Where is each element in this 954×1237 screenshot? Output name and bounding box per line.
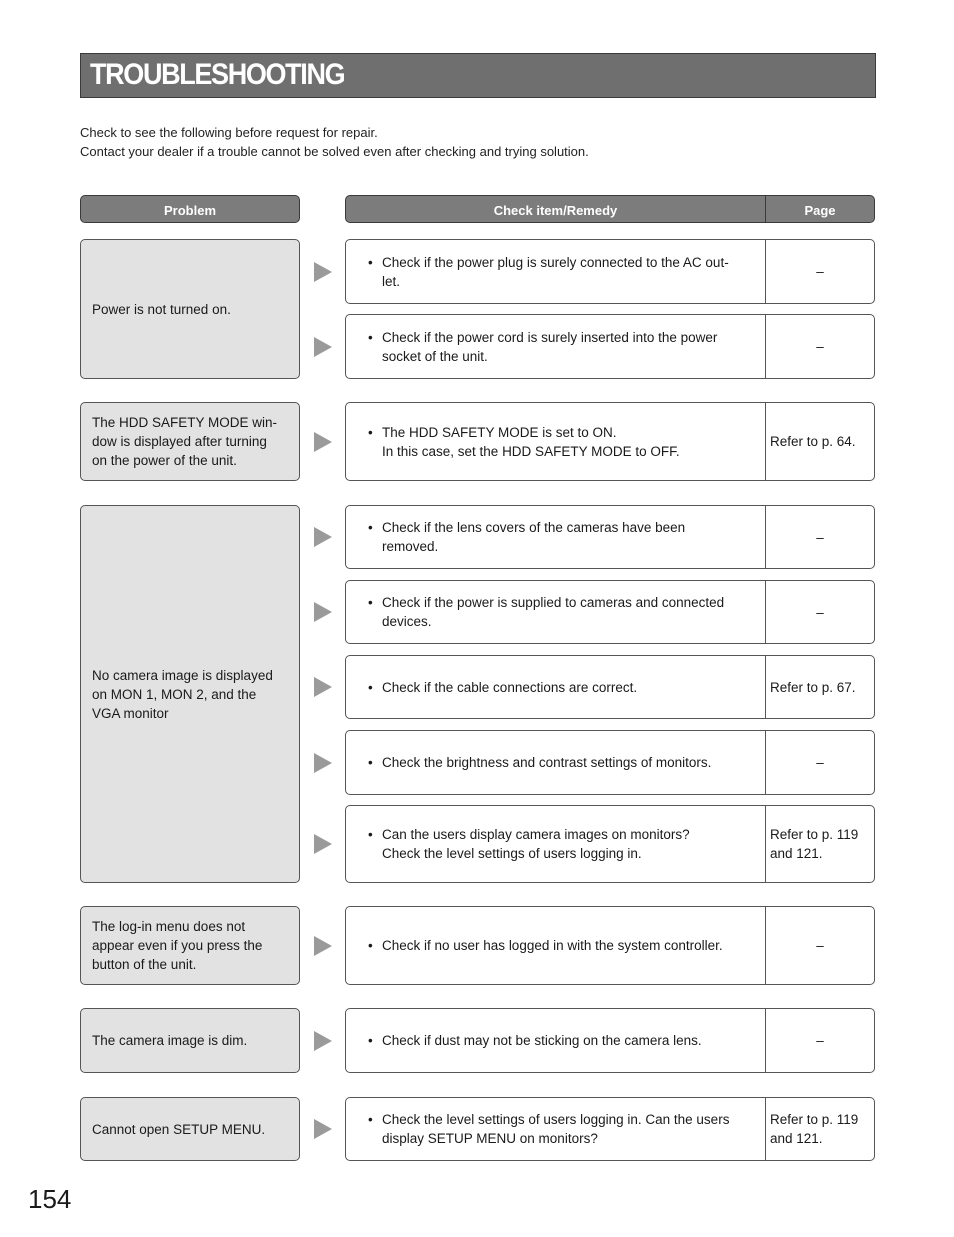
problem-cell	[80, 505, 300, 883]
remedy-line: • Check if dust may not be sticking on the camera lens.	[382, 1033, 702, 1048]
problem-line: on MON 1, MON 2, and the	[92, 686, 257, 702]
page-reference-text	[816, 262, 824, 281]
problem-line: dow is displayed after turning	[92, 434, 267, 449]
page-reference-text	[816, 337, 824, 356]
problem-line: The HDD SAFETY MODE win-	[92, 415, 278, 430]
triangle-arrow-icon	[314, 337, 332, 357]
problem-text	[92, 917, 262, 974]
triangle-arrow-icon	[314, 834, 332, 854]
remedy-bullet-item	[368, 753, 711, 772]
remedy-line: Check the level settings of users logging in.	[382, 846, 642, 861]
remedy-row	[345, 314, 875, 379]
remedy-text	[368, 1098, 748, 1160]
remedy-line: • Check if no user has logged in with the system controller.	[382, 938, 723, 953]
page-reference	[766, 1098, 874, 1160]
page-reference-line: –	[816, 604, 824, 620]
page-reference-text	[770, 1110, 858, 1148]
remedy-row	[345, 580, 875, 644]
page-reference-text	[816, 1031, 824, 1050]
intro-line-1: Check to see the following before request for repair.	[80, 125, 378, 140]
page-reference-line: –	[816, 755, 824, 770]
triangle-arrow-icon	[314, 432, 332, 452]
remedy-line: socket of the unit.	[382, 348, 488, 364]
problem-text	[92, 1120, 265, 1139]
page-reference-line: –	[816, 938, 824, 953]
page-reference	[766, 656, 874, 718]
problem-text	[92, 300, 231, 319]
remedy-line: • Check if the power is supplied to cameras and connected	[382, 595, 725, 610]
remedy-line: display SETUP MENU on monitors?	[382, 1131, 598, 1146]
problem-cell	[80, 402, 300, 481]
remedy-text	[368, 1009, 748, 1072]
page-reference	[766, 731, 874, 794]
remedy-header	[345, 195, 875, 223]
remedy-line: • Check if the cable connections are correct.	[382, 679, 638, 695]
triangle-arrow-icon	[314, 936, 332, 956]
page-title: TROUBLESHOOTING	[90, 58, 345, 91]
remedy-bullet-item	[368, 593, 724, 631]
page-reference-line: –	[816, 1033, 824, 1048]
remedy-line: • Check if the power plug is surely connected to the AC out-	[382, 254, 729, 270]
page-reference-text	[770, 678, 856, 697]
remedy-text	[368, 240, 748, 303]
intro-line-2: Contact your dealer if a trouble cannot be solved even after checking and trying solution.	[80, 144, 589, 159]
problem-line: button of the unit.	[92, 957, 197, 972]
problem-text	[92, 666, 273, 723]
remedy-row	[345, 655, 875, 719]
remedy-text	[368, 581, 748, 643]
remedy-bullet-item	[368, 825, 690, 863]
page-reference-line: and 121.	[770, 846, 823, 861]
remedy-line: devices.	[382, 614, 432, 629]
page-reference	[766, 806, 874, 882]
remedy-bullet-item	[368, 253, 729, 291]
remedy-row	[345, 1008, 875, 1073]
remedy-row	[345, 505, 875, 569]
remedy-text	[368, 656, 748, 718]
remedy-text	[368, 731, 748, 794]
remedy-line: removed.	[382, 539, 439, 554]
remedy-row	[345, 1097, 875, 1161]
remedy-bullet-item	[368, 1110, 729, 1148]
problem-line: No camera image is displayed	[92, 667, 273, 683]
problem-line: on the power of the unit.	[92, 453, 237, 468]
remedy-line: • Check if the lens covers of the cameras have been	[382, 520, 686, 535]
remedy-bullet-item	[368, 328, 717, 366]
problem-line: appear even if you press the	[92, 938, 263, 953]
problem-line: Cannot open SETUP MENU.	[92, 1121, 266, 1137]
section-title-bar	[80, 53, 876, 98]
page-number: 154	[28, 1184, 72, 1214]
page-reference	[766, 907, 874, 984]
triangle-arrow-icon	[314, 1031, 332, 1051]
remedy-header-label: Check item/Remedy	[493, 203, 618, 218]
triangle-arrow-icon	[314, 1119, 332, 1139]
page-reference	[766, 1009, 874, 1072]
page-reference	[766, 581, 874, 643]
page-reference	[766, 506, 874, 568]
remedy-line: • Check the level settings of users logging in. Can the users	[382, 1112, 730, 1127]
remedy-row	[345, 906, 875, 985]
triangle-arrow-icon	[314, 262, 332, 282]
problem-header-label: Problem	[163, 203, 216, 218]
page-reference-line: –	[816, 339, 824, 354]
remedy-text	[368, 907, 748, 984]
problem-line: The log-in menu does not	[92, 919, 246, 934]
triangle-arrow-icon	[314, 602, 332, 622]
page-reference-text	[816, 753, 824, 772]
page-reference-line: Refer to p. 64.	[770, 434, 856, 449]
triangle-arrow-icon	[314, 753, 332, 773]
page-header-label: Page	[804, 203, 836, 218]
problem-line: VGA monitor	[92, 705, 169, 721]
triangle-arrow-icon	[314, 527, 332, 547]
remedy-row	[345, 805, 875, 883]
remedy-bullet-item	[368, 1031, 702, 1050]
remedy-text	[368, 806, 748, 882]
remedy-line: • Check the brightness and contrast settings of monitors.	[382, 755, 712, 770]
remedy-line: • Check if the power cord is surely inserted into the power	[382, 329, 718, 345]
page-reference-line: Refer to p. 119	[770, 1112, 859, 1127]
problem-cell	[80, 1008, 300, 1073]
remedy-bullet-item	[368, 423, 680, 461]
page-reference	[766, 240, 874, 303]
page-reference	[766, 315, 874, 378]
page-reference-line: Refer to p. 119	[770, 827, 859, 842]
problem-cell	[80, 1097, 300, 1161]
remedy-bullet-item	[368, 936, 723, 955]
remedy-line: In this case, set the HDD SAFETY MODE to OFF.	[382, 443, 680, 459]
remedy-row	[345, 402, 875, 481]
remedy-row	[345, 239, 875, 304]
triangle-arrow-icon	[314, 677, 332, 697]
page-reference-text	[770, 432, 856, 451]
problem-header	[80, 195, 300, 223]
page-reference	[766, 403, 874, 480]
remedy-line: • Can the users display camera images on monitors?	[382, 827, 690, 842]
remedy-bullet-item	[368, 518, 685, 556]
remedy-text	[368, 315, 748, 378]
remedy-bullet-item	[368, 678, 637, 697]
problem-text	[92, 1031, 247, 1050]
remedy-line: let.	[382, 273, 401, 289]
page-reference-line: –	[816, 264, 824, 279]
page-reference-line: and 121.	[770, 1131, 823, 1146]
problem-cell	[80, 239, 300, 379]
remedy-row	[345, 730, 875, 795]
page-reference-line: Refer to p. 67.	[770, 679, 856, 695]
remedy-text	[368, 506, 748, 568]
problem-cell	[80, 906, 300, 985]
page-reference-text	[770, 825, 858, 863]
problem-line: Power is not turned on.	[92, 301, 231, 317]
remedy-text	[368, 403, 748, 480]
page-reference-text	[816, 603, 824, 622]
page-reference-text	[816, 528, 824, 547]
remedy-line: • The HDD SAFETY MODE is set to ON.	[382, 424, 617, 440]
page-reference-line: –	[816, 529, 824, 545]
page-reference-text	[816, 936, 824, 955]
problem-text	[92, 413, 277, 470]
problem-line: The camera image is dim.	[92, 1033, 248, 1048]
